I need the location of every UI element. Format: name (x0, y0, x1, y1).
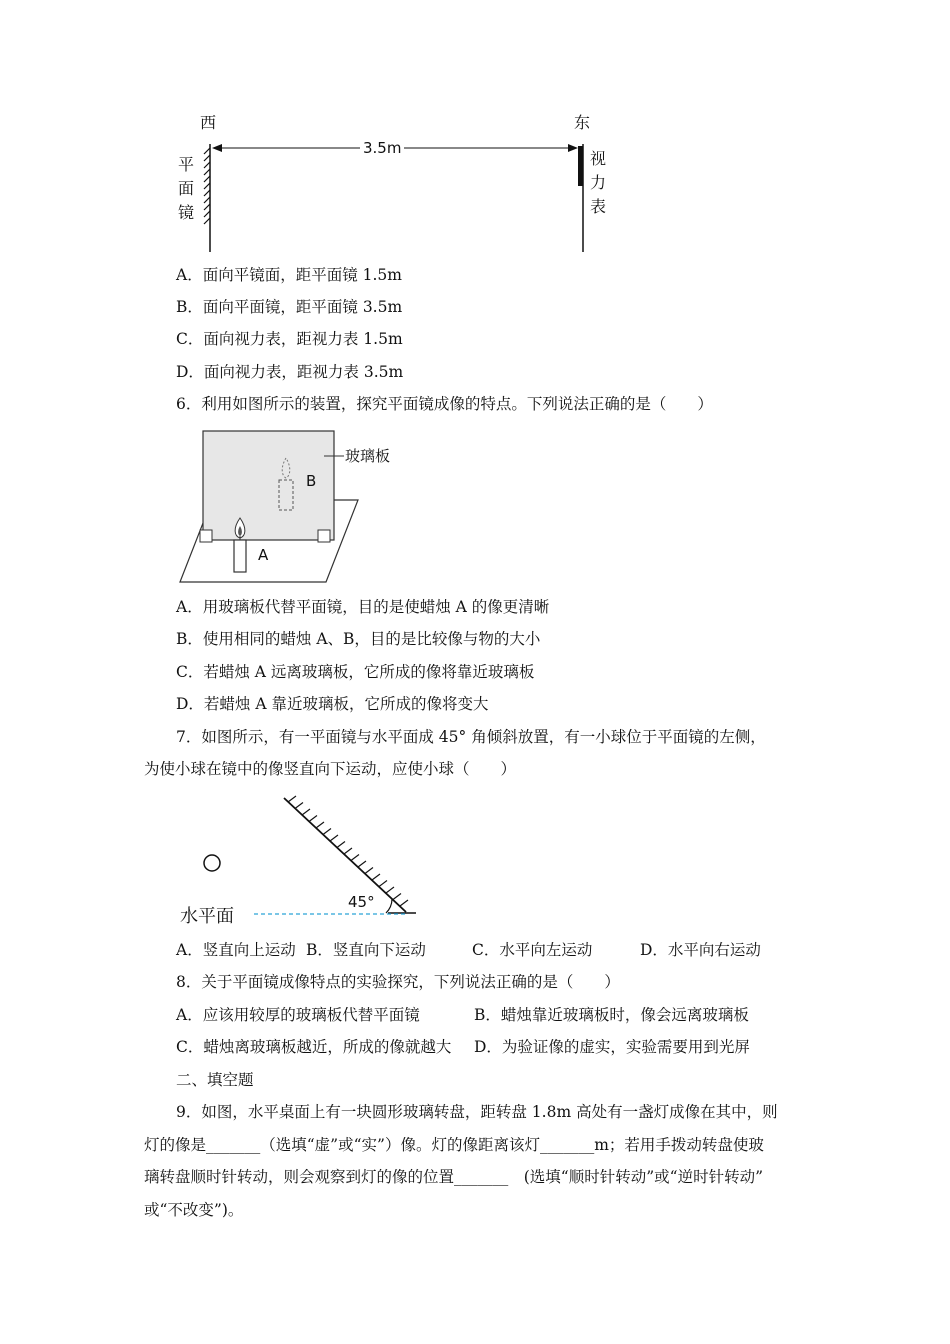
q6-option-c: C．若蜡烛 A 远离玻璃板，它所成的像将靠近玻璃板 (176, 663, 535, 681)
inclined-mirror-hatching (288, 796, 408, 906)
ball (204, 855, 220, 871)
q8-option-a: A．应该用较厚的玻璃板代替平面镜 (176, 1006, 420, 1024)
mirror-label-3: 镜 (178, 203, 195, 222)
q8-stem: 8．关于平面镜成像特点的实验探究，下列说法正确的是（ ） (176, 973, 620, 991)
angle-label: 45° (348, 893, 375, 911)
west-label: 西 (200, 113, 217, 132)
q7-stem-line2: 为使小球在镜中的像竖直向下运动，应使小球（ ） (144, 760, 517, 778)
q9-line1: 9．如图，水平桌面上有一块圆形玻璃转盘，距转盘 1.8m 高处有一盏灯成像在其中，则 (176, 1103, 778, 1121)
glass-plate-label: 玻璃板 (345, 447, 391, 465)
candle-a (234, 540, 246, 572)
glass-plate-candle-figure (176, 428, 406, 588)
east-label: 东 (574, 113, 591, 132)
q5-option-b: B．面向平面镜，距平面镜 3.5m (176, 298, 403, 316)
q7-stem-line1: 7．如图所示，有一平面镜与水平面成 45° 角倾斜放置，有一小球位于平面镜的左侧， (176, 728, 766, 746)
q5-option-a: A．面向平镜面，距平面镜 1.5m (176, 266, 402, 284)
q7-option-d: D．水平向右运动 (640, 941, 761, 959)
q9-line4: 或“不改变”)。 (144, 1201, 244, 1219)
chart-label-2: 力 (590, 173, 607, 192)
q9-line3: 璃转盘顺时针转动，则会观察到灯的像的位置_______ (选填“顺时针转动”或“逆时针转动” (144, 1168, 763, 1186)
q7-option-c: C．水平向左运动 (472, 941, 593, 959)
eye-chart (578, 146, 583, 186)
q6-stem: 6．利用如图所示的装置，探究平面镜成像的特点。下列说法正确的是（ ） (176, 395, 713, 413)
q8-option-b: B．蜡烛靠近玻璃板时，像会远离玻璃板 (474, 1006, 749, 1024)
q7-option-b: B．竖直向下运动 (306, 941, 426, 959)
chart-label-3: 表 (590, 197, 607, 216)
chart-label-1: 视 (590, 149, 607, 168)
q6-option-a: A．用玻璃板代替平面镜，目的是使蜡烛 A 的像更清晰 (176, 598, 550, 616)
horizontal-plane-label: 水平面 (180, 906, 234, 927)
q8-option-c: C．蜡烛离玻璃板越近，所成的像就越大 (176, 1038, 452, 1056)
q5-option-d: D．面向视力表，距视力表 3.5m (176, 363, 404, 381)
mirror-eye-chart-figure (170, 108, 630, 258)
mirror-label-1: 平 (178, 155, 195, 174)
q6-option-d: D．若蜡烛 A 靠近玻璃板，它所成的像将变大 (176, 695, 489, 713)
mirror-label-2: 面 (178, 179, 195, 198)
q8-option-d: D．为验证像的虚实，实验需要用到光屏 (474, 1038, 750, 1056)
distance-label: 3.5m (363, 139, 402, 157)
q9-line2: 灯的像是_______（选填“虚”或“实”）像。灯的像距离该灯_______m；若用手拨动转盘使玻 (144, 1136, 764, 1154)
q5-option-c: C．面向视力表，距视力表 1.5m (176, 330, 403, 348)
mirror-hatching (204, 148, 210, 224)
section-heading-fill-blank: 二、填空题 (176, 1071, 254, 1089)
inclined-mirror-figure (176, 792, 426, 930)
label-a: A (258, 546, 269, 564)
label-b: B (306, 472, 317, 490)
q6-option-b: B．使用相同的蜡烛 A、B，目的是比较像与物的大小 (176, 630, 541, 648)
q7-option-a: A．竖直向上运动 (176, 941, 296, 959)
